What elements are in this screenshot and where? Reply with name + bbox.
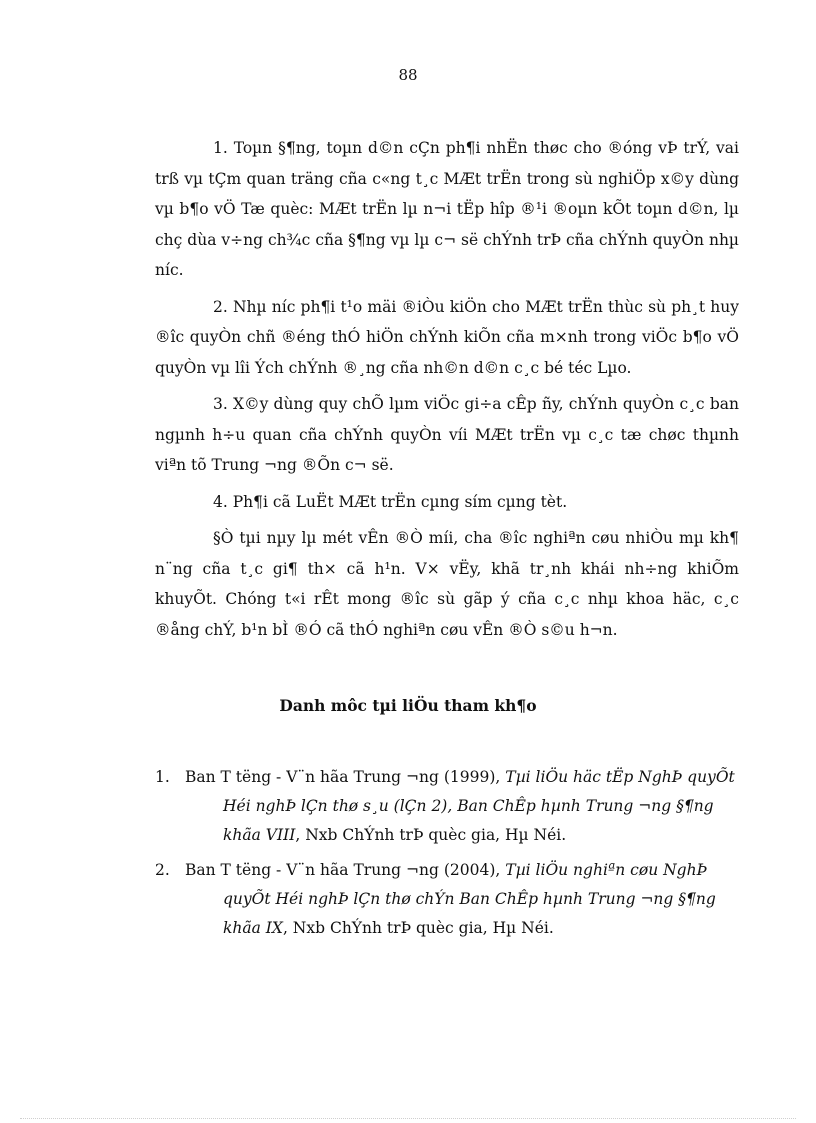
reference-publisher: , Nxb ChÝnh trÞ quèc gia, Hµ Néi. [282,919,554,937]
reference-text [185,768,735,844]
reference-title: Tµi liÖu nghiªn cøu NghÞ quyÕt Héi nghÞ lÇn thø chÝn Ban ChÊp hµnh Trung ¬ng §¶ng khãa IX [223,861,716,937]
paragraph-5: §Ò tµi nµy lµ mét vÊn ®Ò míi, cha ®îc nghiªn cøu nhiÒu mµ kh¶ n¨ng cña t¸c gi¶ th× cã h¹n. V× vËy, khã tr¸nh khái nh÷ng khiÕm khuyÕt. Chóng t«i rÊt mong ®îc sù gãp ý cña c¸c nhµ khoa häc, c¸c ®ång chÝ, b¹n bÌ ®Ó cã thÓ nghiªn cøu vÊn ®Ò s©u h¬n. [155,529,739,639]
page-number: 88 [398,66,418,84]
reference-year: (1999), [438,768,506,786]
paragraph-1: 1. Toµn §¶ng, toµn d©n cÇn ph¶i nhËn thøc cho ®óng vÞ trÝ, vai trß vµ tÇm quan träng cña c«ng t¸c MÆt trËn trong sù nghiÖp x©y dùng vµ b¶o vÖ Tæ quèc: MÆt trËn lµ n¬i tËp hîp ®¹i ®oµn kÕt toµn d©n, lµ chç dùa v÷ng ch¾c cña §¶ng vµ lµ c¬ së chÝnh trÞ cña chÝnh quyÒn nhµ níc. [155,139,739,279]
references-heading: Danh môc tµi liÖu tham kh¶o [279,696,537,715]
reference-text [185,861,716,937]
paragraph-4: 4. Ph¶i cã LuËt MÆt trËn cµng sím cµng tèt. [213,492,568,511]
reference-title: Tµi liÖu häc tËp NghÞ quyÕt Héi nghÞ lÇn thø s¸u (lÇn 2), Ban ChÊp hµnh Trung ¬ng §¶ng khãa VIII [223,768,735,844]
reference-item [155,856,745,943]
reference-year: (2004), [438,861,506,879]
references-list [155,763,745,943]
reference-author: Ban T tëng - V¨n hãa Trung ¬ng [185,768,439,786]
reference-number: 2. [155,861,170,879]
paragraph-2: 2. Nhµ níc ph¶i t¹o mäi ®iÒu kiÖn cho MÆt trËn thùc sù ph¸t huy ®îc quyÒn chñ ®éng thÓ hiÖn chÝnh kiÕn cña m×nh trong viÖc b¶o vÖ quyÒn vµ lîi Ých chÝnh ®¸ng cña nh©n d©n c¸c bé téc Lµo. [155,297,739,377]
page-bottom-divider [20,1118,796,1119]
reference-author: Ban T tëng - V¨n hãa Trung ¬ng [185,861,439,879]
body-text [155,133,739,645]
reference-item [155,763,745,850]
reference-publisher: , Nxb ChÝnh trÞ quèc gia, Hµ Néi. [295,826,567,844]
reference-number: 1. [155,768,170,786]
paragraph-3: 3. X©y dùng quy chÕ lµm viÖc gi÷a cÊp ñy, chÝnh quyÒn c¸c ban ngµnh h÷u quan cña chÝnh quyÒn víi MÆt trËn vµ c¸c tæ chøc thµnh viªn tõ Trung ¬ng ®Õn c¬ së. [155,395,739,474]
